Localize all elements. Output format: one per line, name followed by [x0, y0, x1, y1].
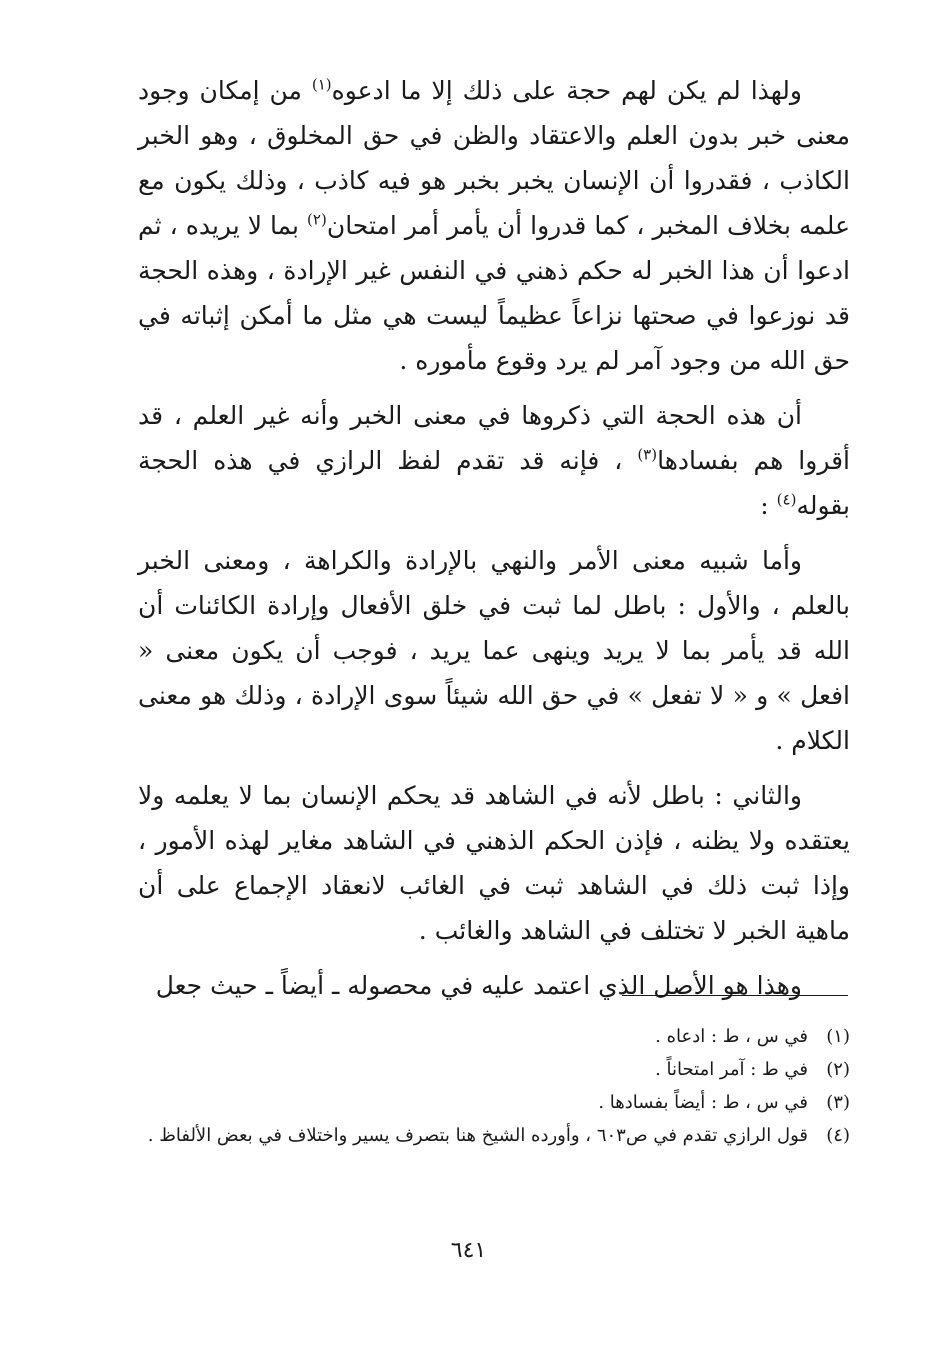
footnote-number: (١) [826, 1026, 850, 1047]
paragraph-2-part-c: : [760, 491, 777, 520]
footnote-ref-3: (٣) [637, 445, 658, 464]
paragraph-1 [138, 68, 850, 383]
footnote-item [138, 1119, 850, 1152]
footnote-item [138, 1086, 850, 1119]
paragraph-5: وهذا هو الأصل الذي اعتمد عليه في محصوله ـ أيضاً ـ حيث جعل [155, 971, 802, 1000]
footnote-number: (٣) [826, 1092, 850, 1113]
footnote-ref-1: (١) [311, 75, 332, 94]
footnote-text: قول الرازي تقدم في ص٦٠٣ ، وأورده الشيخ هنا بتصرف يسير واختلاف في بعض الألفاظ . [147, 1125, 808, 1146]
paragraph-2-part-a: أن هذه الحجة التي ذكروها في معنى الخبر وأنه غير العلم ، قد أقروا هم بفسادها [138, 401, 851, 475]
footnote-number: (٢) [826, 1059, 850, 1080]
footnote-divider [622, 995, 848, 996]
footnote-ref-2: (٢) [307, 210, 327, 229]
footnote-text: في س ، ط : أيضاً بفسادها . [598, 1092, 808, 1113]
paragraph-1-part-c: بما لا يريده ، ثم ادعوا أن هذا الخبر له حكم ذهني في النفس غير الإرادة ، وهذه الحجة قد نوزعوا في صحتها نزاعاً عظيماً ليست هي مثل ما أمكن إثباته في حق الله من وجود آمر لم يرد وقوع مأموره . [138, 211, 850, 375]
footnote-number: (٤) [826, 1125, 850, 1146]
paragraph-3: وأما شبيه معنى الأمر والنهي بالإرادة والكراهة ، ومعنى الخبر بالعلم ، والأول : باطل لما ثبت في خلق الأفعال وإرادة الكائنات أن الله قد يأمر بما لا يريد وينهى عما يريد ، فوجب أن يكون معنى « افعل » و « لا تفعل » في حق الله شيئاً سوى الإرادة ، وذلك هو معنى الكلام . [138, 546, 850, 755]
footnote-item [138, 1020, 850, 1053]
paragraph-2 [138, 393, 850, 528]
footnote-text: في ط : آمر امتحاناً . [655, 1059, 808, 1080]
footnote-text: في س ، ط : ادعاه . [655, 1026, 808, 1047]
paragraph-2-part-b: ، فإنه قد تقدم لفظ الرازي في هذه الحجة بقوله [138, 446, 850, 520]
paragraph-1-part-a: ولهذا لم يكن لهم حجة على ذلك إلا ما ادعوه [331, 76, 802, 105]
footnote-ref-4: (٤) [776, 490, 797, 509]
paragraph-4: والثاني : باطل لأنه في الشاهد قد يحكم الإنسان بما لا يعلمه ولا يعتقده ولا يظنه ، فإذن الحكم الذهني في الشاهد مغاير لهذه الأمور ، وإذا ثبت ذلك في الشاهد ثبت في الغائب لانعقاد الإجماع على أن ماهية الخبر لا تختلف في الشاهد والغائب . [138, 781, 850, 945]
footnotes-list [138, 1020, 850, 1152]
footnote-item [138, 1053, 850, 1086]
main-text [138, 68, 850, 1018]
page-number: ٦٤١ [450, 1238, 487, 1263]
paragraph-1-part-b: من إمكان وجود معنى خبر بدون العلم والاعتقاد والظن في حق المخلوق ، وهو الخبر الكاذب ، فقدروا أن الإنسان يخبر بخبر هو فيه كاذب ، وذلك يكون مع علمه بخلاف المخبر ، كما قدروا أن يأمر أمر امتحان [138, 76, 850, 240]
